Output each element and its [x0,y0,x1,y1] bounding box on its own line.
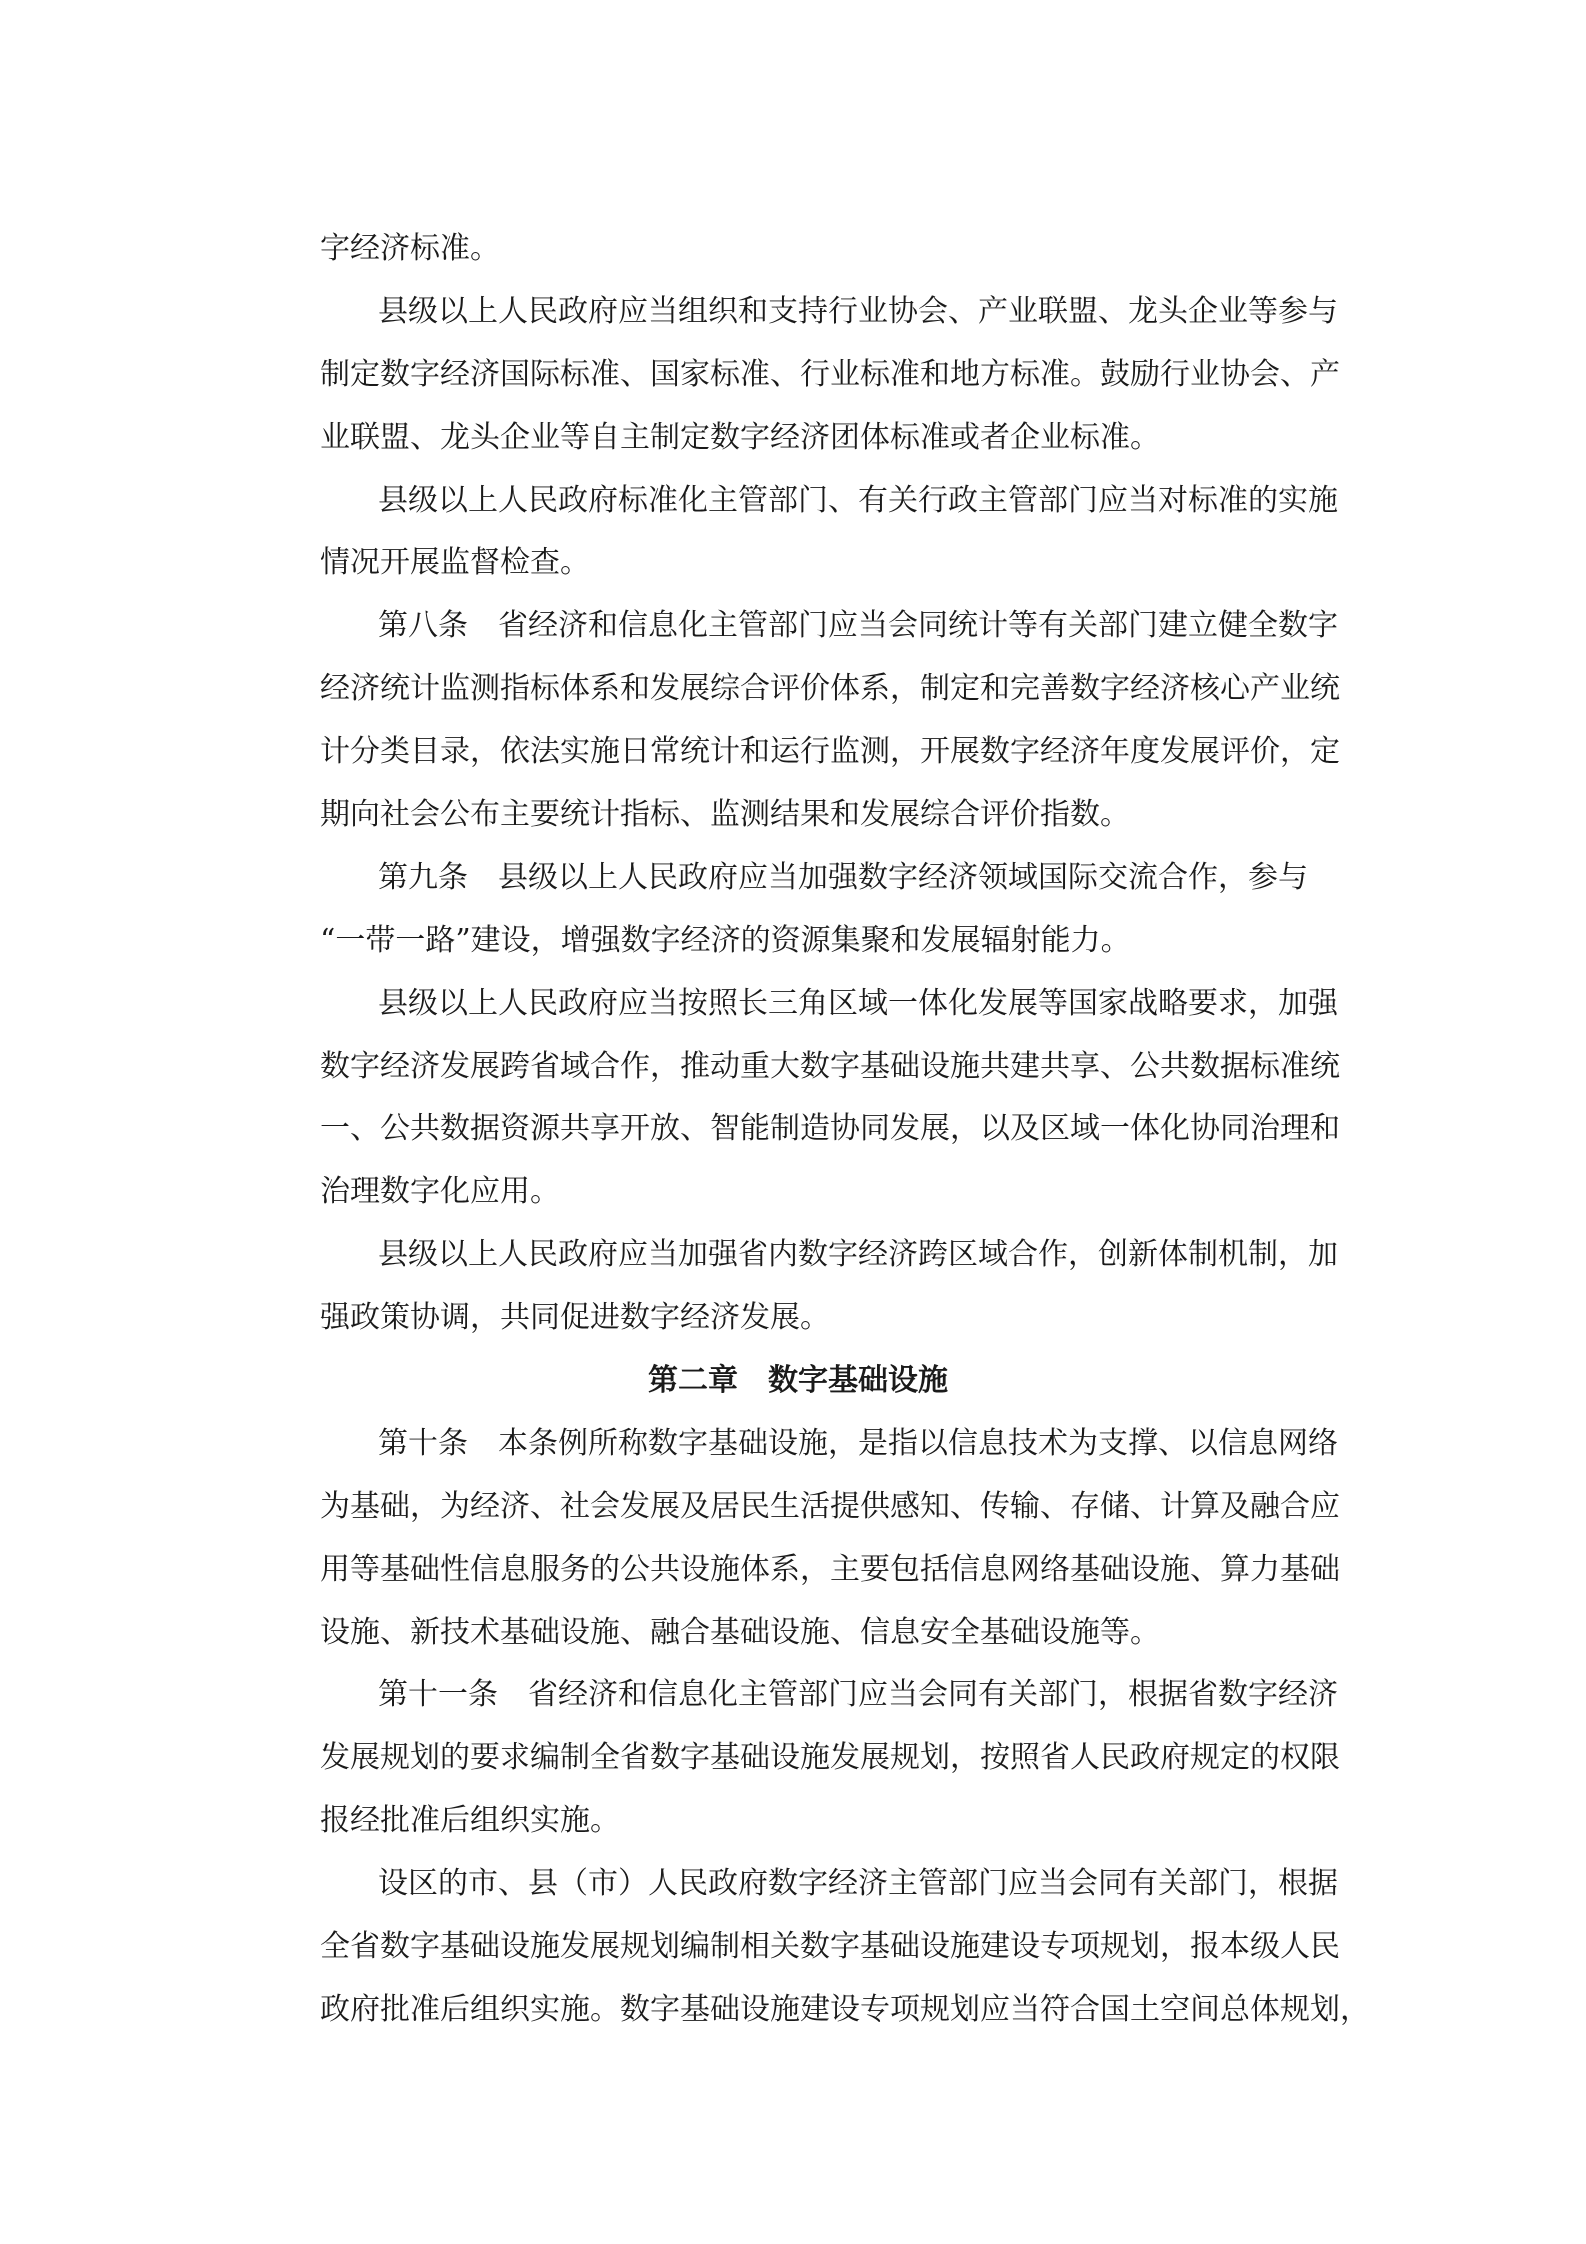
text-line: 县级以上人民政府应当组织和支持行业协会、产业联盟、龙头企业等参与 [378,293,1338,329]
text-line: 强政策协调，共同促进数字经济发展。 [320,1300,830,1336]
text-line: 治理数字化应用。 [320,1174,560,1210]
text-line: 设区的市、县（市）人民政府数字经济主管部门应当会同有关部门，根据 [378,1866,1338,1902]
document-page [320,218,1370,2042]
text-line: 第十一条 省经济和信息化主管部门应当会同有关部门，根据省数字经济 [378,1677,1338,1713]
text-line: 县级以上人民政府应当按照长三角区域一体化发展等国家战略要求，加强 [378,985,1338,1021]
text-line: 发展规划的要求编制全省数字基础设施发展规划，按照省人民政府规定的权限 [320,1740,1340,1776]
chapter-heading: 第二章 数字基础设施 [648,1363,948,1399]
text-line: 计分类目录，依法实施日常统计和运行监测，开展数字经济年度发展评价，定 [320,734,1340,770]
text-line: “一带一路”建设，增强数字经济的资源集聚和发展辐射能力。 [320,922,1131,958]
text-line: 全省数字基础设施发展规划编制相关数字基础设施建设专项规划，报本级人民 [320,1929,1340,1965]
text-line: 县级以上人民政府标准化主管部门、有关行政主管部门应当对标准的实施 [378,482,1338,518]
text-line: 第十条 本条例所称数字基础设施，是指以信息技术为支撑、以信息网络 [378,1425,1338,1461]
text-line: 第九条 县级以上人民政府应当加强数字经济领域国际交流合作，参与 [378,859,1308,895]
text-line: 经济统计监测指标体系和发展综合评价体系，制定和完善数字经济核心产业统 [320,671,1340,707]
text-line: 期向社会公布主要统计指标、监测结果和发展综合评价指数。 [320,797,1130,833]
text-line: 第八条 省经济和信息化主管部门应当会同统计等有关部门建立健全数字 [378,608,1338,644]
text-line: 业联盟、龙头企业等自主制定数字经济团体标准或者企业标准。 [320,419,1160,455]
text-line: 情况开展监督检查。 [320,545,590,581]
text-line: 用等基础性信息服务的公共设施体系，主要包括信息网络基础设施、算力基础 [320,1551,1340,1587]
text-line: 一、公共数据资源共享开放、智能制造协同发展，以及区域一体化协同治理和 [320,1111,1340,1147]
text-line: 制定数字经济国际标准、国家标准、行业标准和地方标准。鼓励行业协会、产 [320,356,1340,392]
text-line: 为基础，为经济、社会发展及居民生活提供感知、传输、存储、计算及融合应 [320,1488,1340,1524]
text-line: 县级以上人民政府应当加强省内数字经济跨区域合作，创新体制机制，加 [378,1237,1338,1273]
text-line: 字经济标准。 [320,231,500,266]
text-line: 报经批准后组织实施。 [320,1803,620,1839]
text-line: 数字经济发展跨省域合作，推动重大数字基础设施共建共享、公共数据标准统 [320,1048,1340,1084]
text-line: 设施、新技术基础设施、融合基础设施、信息安全基础设施等。 [320,1614,1160,1650]
text-line: 政府批准后组织实施。数字基础设施建设专项规划应当符合国土空间总体规划， [320,1991,1370,2027]
